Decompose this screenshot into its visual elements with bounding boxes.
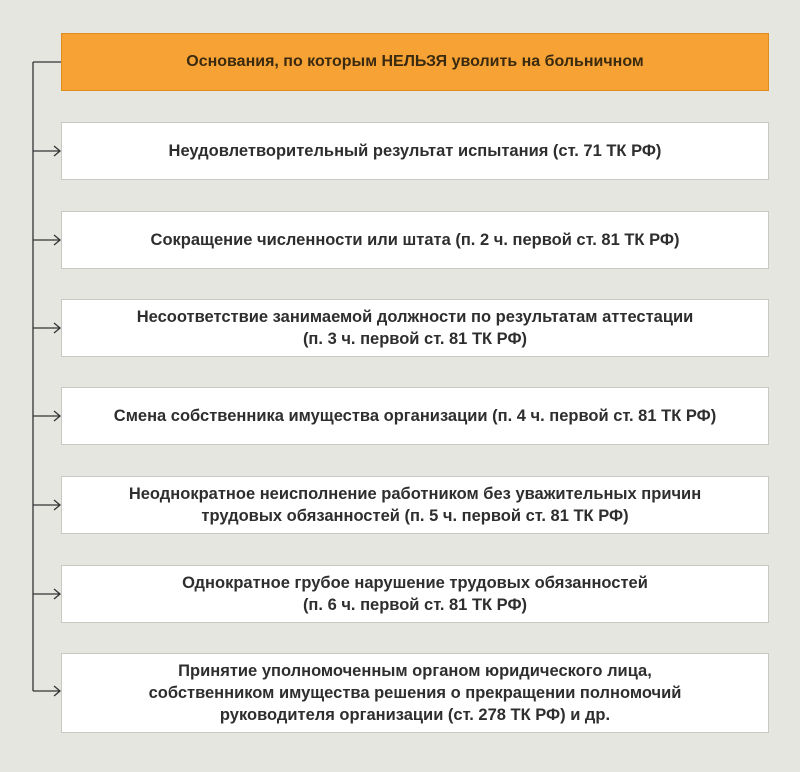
item-text: Несоответствие занимаемой должности по результатам аттестации (п. 3 ч. первой ст. 81 ТК РФ)	[136, 308, 694, 348]
item-box-1	[61, 122, 769, 180]
arrow-2	[33, 235, 60, 245]
arrow-5	[33, 500, 60, 510]
item-text: Неудовлетворительный результат испытания (ст. 71 ТК РФ)	[168, 142, 662, 160]
item-box-3	[61, 299, 769, 357]
arrow-3	[33, 323, 60, 333]
item-text: Смена собственника имущества организации (п. 4 ч. первой ст. 81 ТК РФ)	[113, 407, 717, 425]
arrow-4	[33, 411, 60, 421]
header-title: Основания, по которым НЕЛЬЗЯ уволить на больничном	[186, 53, 644, 70]
arrow-7	[33, 686, 60, 696]
header-box	[61, 33, 769, 91]
item-box-6	[61, 565, 769, 623]
item-text: Однократное грубое нарушение трудовых обязанностей (п. 6 ч. первой ст. 81 ТК РФ)	[182, 574, 648, 614]
arrow-6	[33, 589, 60, 599]
item-box-7	[61, 653, 769, 733]
item-text: Принятие уполномоченным органом юридического лица, собственником имущества решения о прекращении полномочий руководителя организации (ст. 278 ТК РФ) и др.	[148, 662, 682, 724]
item-text: Сокращение численности или штата (п. 2 ч. первой ст. 81 ТК РФ)	[150, 231, 680, 249]
item-box-2	[61, 211, 769, 269]
item-text: Неоднократное неисполнение работником без уважительных причин трудовых обязанностей (п. 5 ч. первой ст. 81 ТК РФ)	[128, 485, 702, 525]
item-box-5	[61, 476, 769, 534]
item-box-4	[61, 387, 769, 445]
arrow-1	[33, 146, 60, 156]
